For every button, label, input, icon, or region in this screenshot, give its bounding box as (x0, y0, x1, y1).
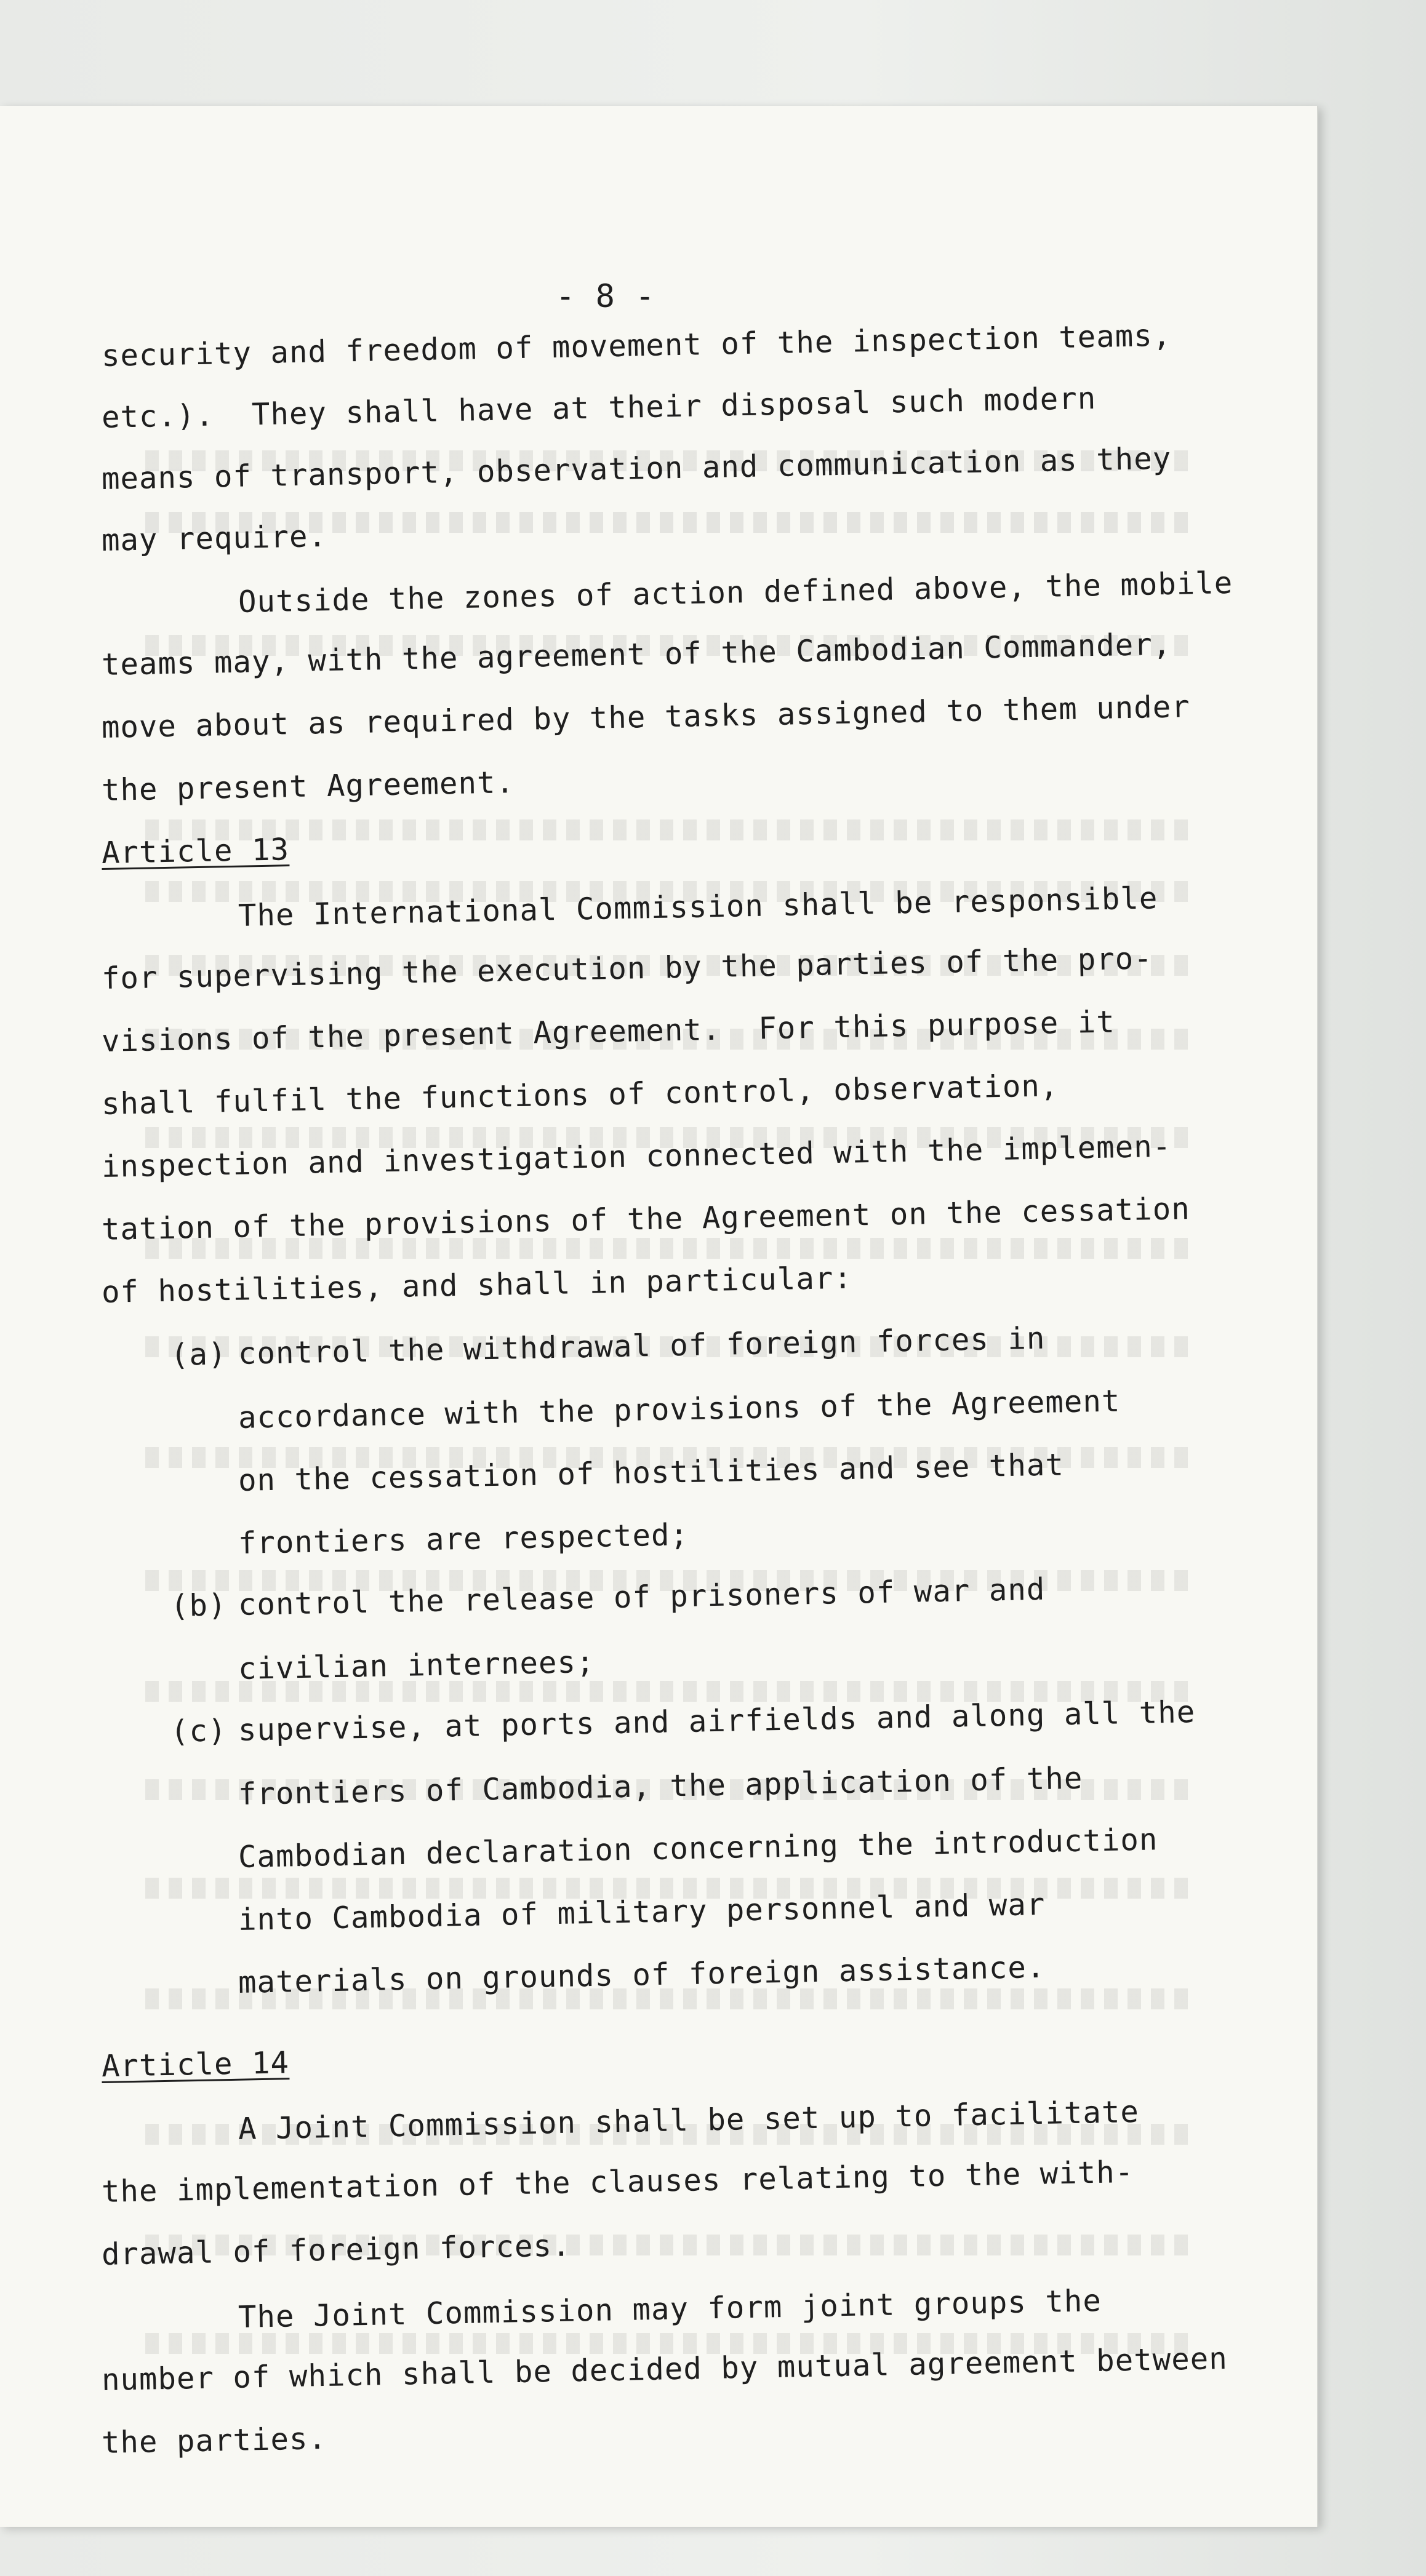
text-line: means of transport, observation and communication as they (101, 441, 1172, 496)
page-number: - 8 - (556, 278, 655, 315)
text-line: into Cambodia of military personnel and war (238, 1886, 1046, 1937)
text-line: the parties. (101, 2420, 327, 2460)
text-line: Cambodian declaration concerning the introduction (238, 1822, 1158, 1875)
text-line: on the cessation of hostilities and see that (238, 1447, 1065, 1498)
text-line: move about as required by the tasks assigned to them under (101, 689, 1191, 745)
text-line: the present Agreement. (101, 765, 515, 808)
list-item-b (170, 1572, 1045, 1624)
text-line: control the withdrawal of foreign forces in (238, 1320, 1046, 1371)
text-line: accordance with the provisions of the Agreement (238, 1383, 1121, 1435)
article-14-heading: Article 14 (101, 2045, 290, 2084)
text-line: may require. (101, 518, 327, 558)
text-line: The Joint Commission may form joint groups the (238, 2283, 1102, 2335)
text-line: number of which shall be decided by mutual agreement between (101, 2340, 1228, 2398)
text-line: drawal of foreign forces. (101, 2228, 571, 2272)
document-page (0, 106, 1318, 2527)
text-line: inspection and investigation connected with the implemen- (101, 1128, 1172, 1184)
list-label: (c) (170, 1713, 228, 1749)
list-item-c (170, 1694, 1195, 1749)
text-line: control the release of prisoners of war and (238, 1571, 1046, 1622)
text-line: teams may, with the agreement of the Cambodian Commander, (101, 626, 1172, 682)
text-line: supervise, at ports and airfields and along all the (238, 1694, 1196, 1748)
text-line: shall fulfil the functions of control, observation, (101, 1068, 1059, 1122)
text-line: frontiers of Cambodia, the application of the (238, 1760, 1083, 1812)
text-line: Outside the zones of action defined above, the mobile (238, 565, 1233, 620)
text-line: materials on grounds of foreign assistance. (238, 1949, 1046, 2000)
text-line: tation of the provisions of the Agreement on the cessation (101, 1191, 1191, 1247)
text-line: the implementation of the clauses relating to the with- (101, 2154, 1134, 2209)
text-line: of hostilities, and shall in particular: (101, 1260, 853, 1310)
text-line: A Joint Commission shall be set up to facilitate (238, 2094, 1140, 2147)
text-line: etc.). They shall have at their disposal such modern (101, 380, 1097, 435)
text-line: frontiers are respected; (238, 1517, 689, 1561)
text-line: visions of the present Agreement. For this purpose it (101, 1004, 1116, 1059)
list-label: (a) (170, 1336, 228, 1373)
text-line: for supervising the execution by the parties of the pro- (101, 941, 1153, 996)
article-13-heading: Article 13 (101, 832, 290, 871)
list-item-a (170, 1321, 1045, 1373)
list-label: (b) (170, 1587, 228, 1624)
text-line: civilian internees; (238, 1644, 595, 1686)
text-line: The International Commission shall be responsible (238, 880, 1158, 933)
text-line: security and freedom of movement of the inspection teams, (101, 317, 1172, 373)
